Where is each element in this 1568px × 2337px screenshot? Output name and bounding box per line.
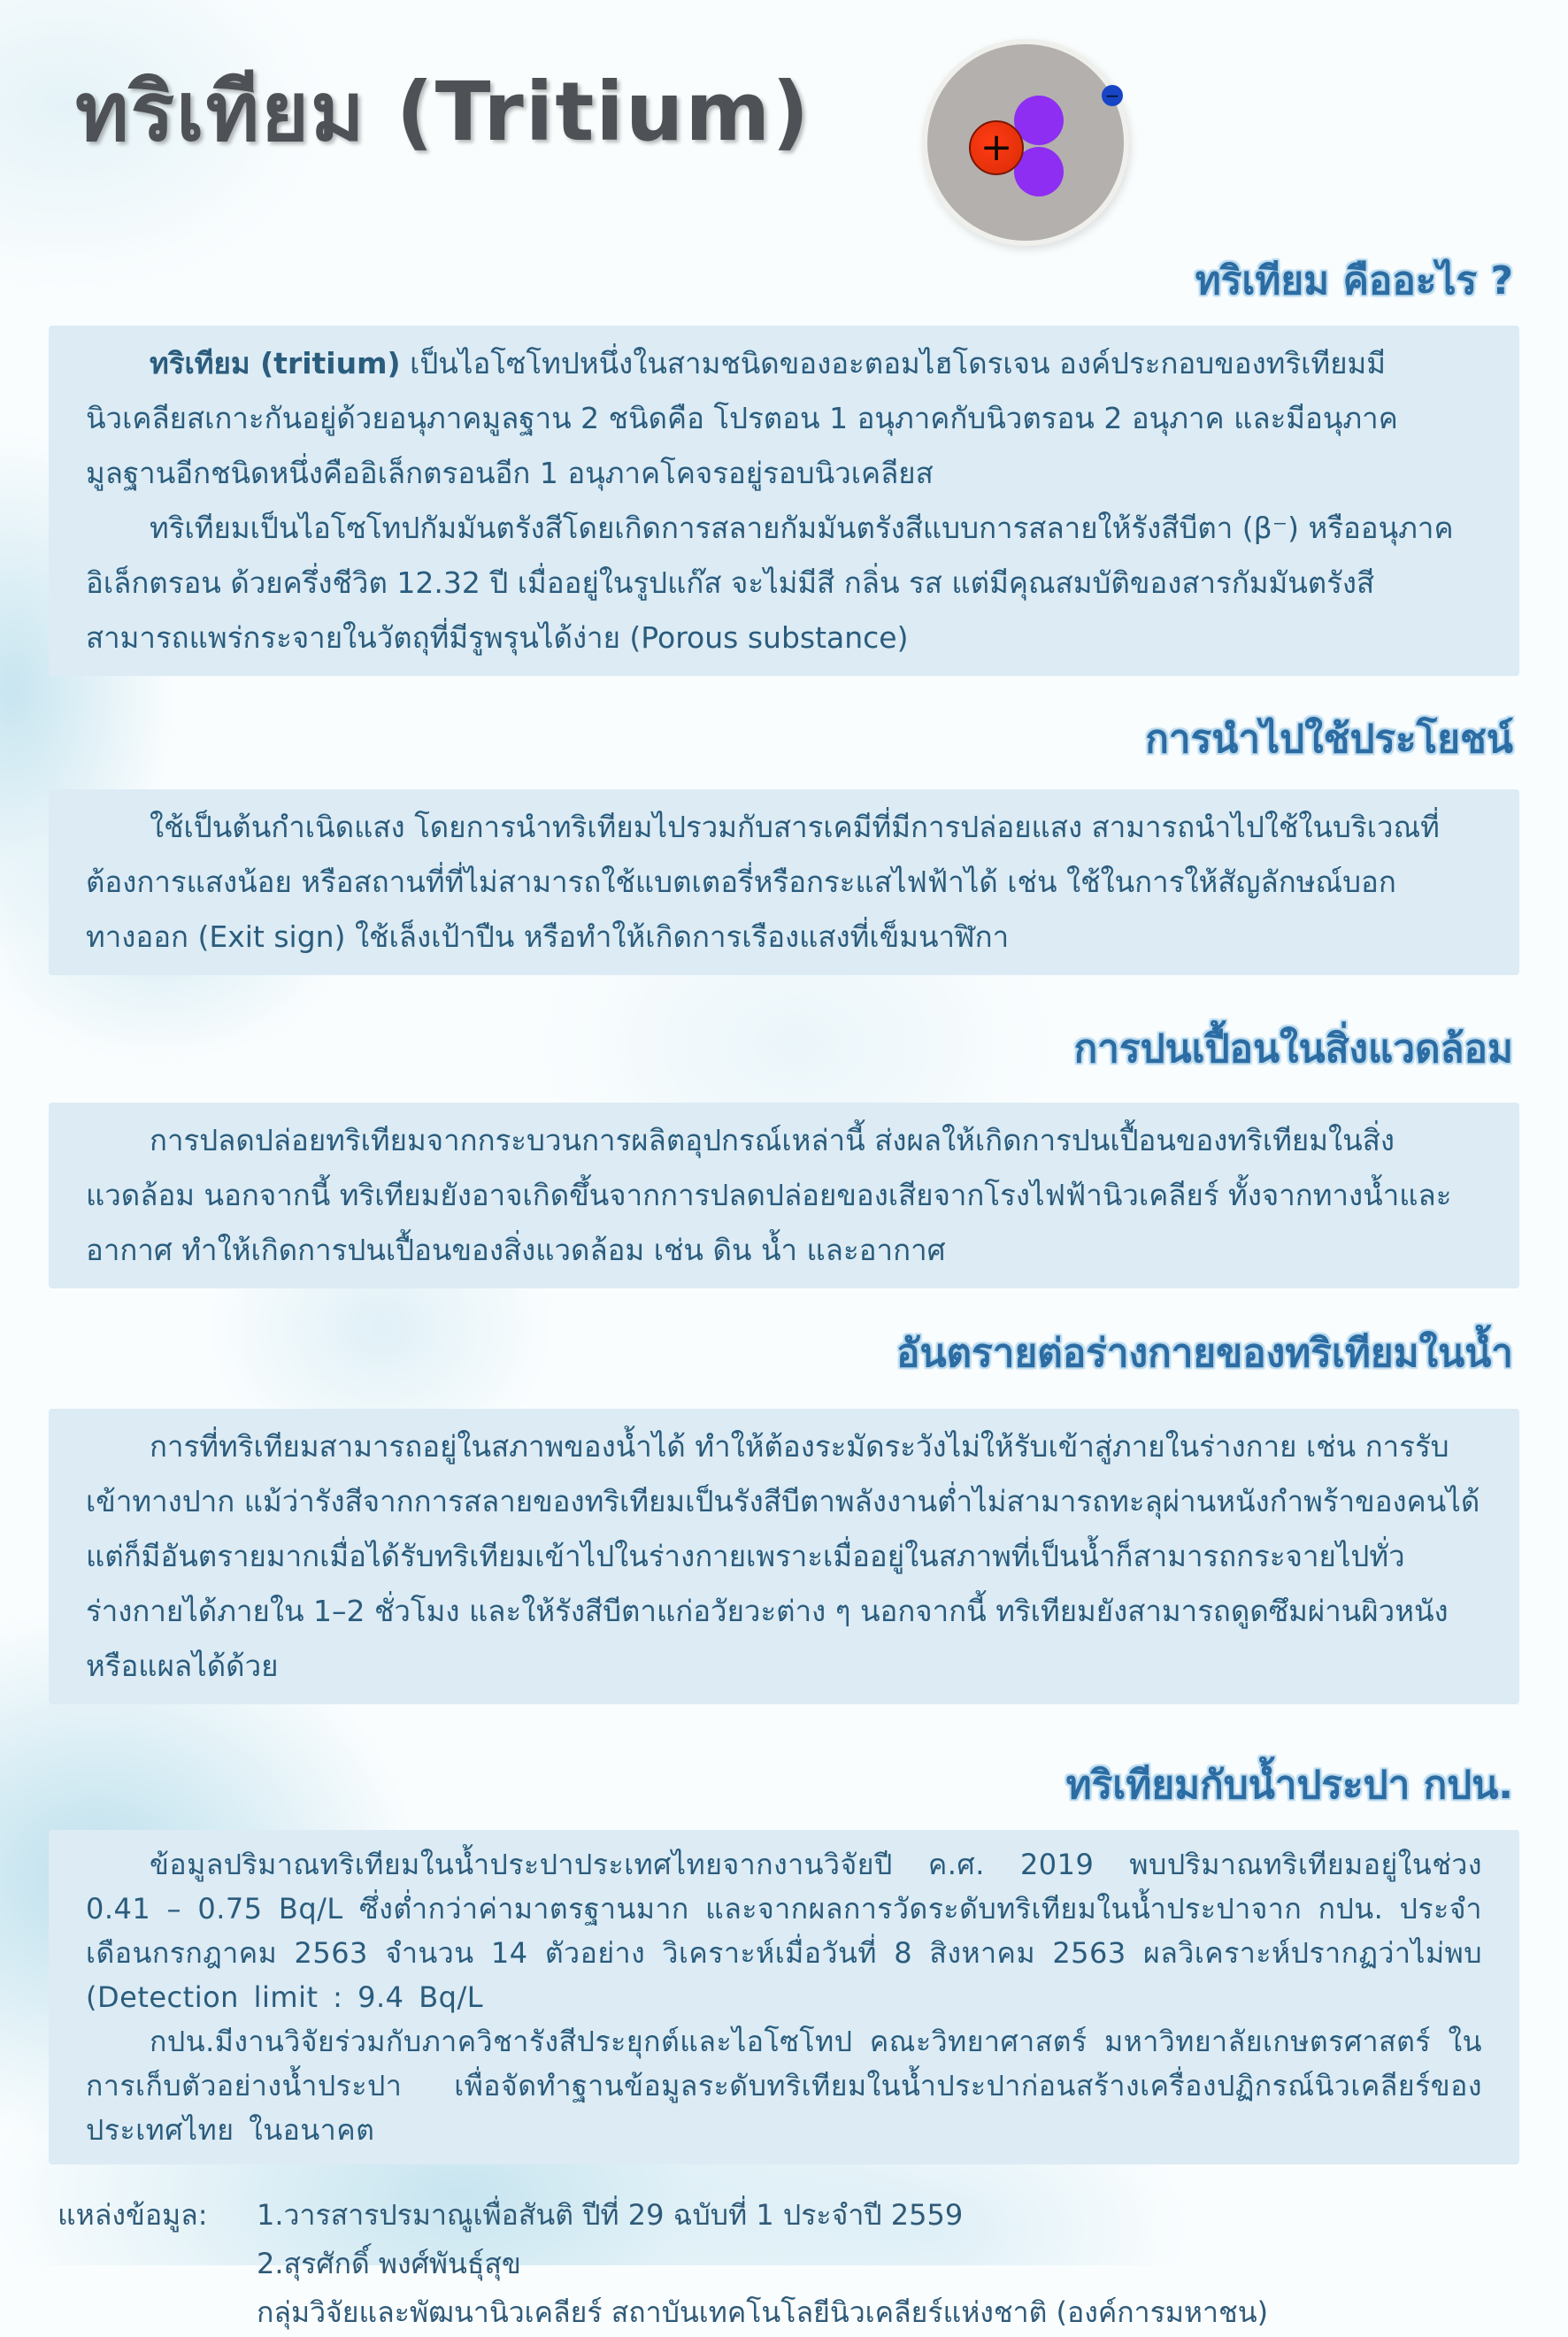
section-heading-danger-in-water: อันตรายต่อร่างกายของทริเทียมในน้ำ [896,1331,1513,1376]
source-item: กลุ่มวิจัยและพัฒนานิวเคลียร์ สถาบันเทคโนโลยีนิวเคลียร์แห่งชาติ (องค์การมหาชน) [257,2295,1269,2329]
section-heading-environmental-contamination: การปนเปื้อนในสิ่งแวดล้อม [1073,1026,1513,1072]
section-heading-applications: การนำไปใช้ประโยชน์ [1145,717,1513,762]
paragraph: กปน.มีงานวิจัยร่วมกับภาควิชารังสีประยุกต์และไอโซโทป คณะวิทยาศาสตร์ มหาวิทยาลัยเกษตรศาสตร์ ในการเก็บตัวอย่างน้ำประปา เพื่อจัดทำฐานข้อมูลระดับทริเทียมในน้ำประปาก่อนสร้างเครื่องปฏิกรณ์นิวเคลียร์ของประเทศไทย ในอนาคต [86,2025,1482,2147]
tritium-atom-icon [920,32,1141,248]
sources-section [58,2191,1519,2337]
page-title: ทริเทียม (Tritium) [75,65,811,159]
proton-circle [969,120,1024,175]
paragraph: การปลดปล่อยทริเทียมจากกระบวนการผลิตอุปกรณ์เหล่านี้ ส่งผลให้เกิดการปนเปื้อนของทริเทียมในสิ่งแวดล้อม นอกจากนี้ ทริเทียมยังอาจเกิดขึ้นจากการปลดปล่อยของเสียจากโรงไฟฟ้านิวเคลียร์ ทั้งจากทางน้ำและอากาศ ทำให้เกิดการปนเปื้อนของสิ่งแวดล้อม เช่น ดิน น้ำ และอากาศ [86,1123,1452,1267]
sources-label: แหล่งข้อมูล: [58,2198,208,2232]
section-heading-what-is-tritium: ทริเทียม คืออะไร ? [1195,258,1513,304]
header [0,0,1568,257]
paragraph: การที่ทริเทียมสามารถอยู่ในสภาพของน้ำได้ ทำให้ต้องระมัดระวังไม่ให้รับเข้าสู่ภายในร่างกาย เช่น การรับเข้าทางปาก แม้ว่ารังสีจากการสลายของทริเทียมเป็นรังสีบีตาพลังงานต่ำไม่สามารถทะลุผ่านหนังกำพร้าของคนได้ แต่ก็มีอันตรายมากเมื่อได้รับทริเทียมเข้าไปในร่างกายเพราะเมื่ออยู่ในสภาพที่เป็นน้ำก็สามารถกระจายไปทั่วร่างกายได้ภายใน 1–2 ชั่วโมง และให้รังสีบีตาแก่อวัยวะต่าง ๆ นอกจากนี้ ทริเทียมยังสามารถดูดซึมผ่านผิวหนังหรือแผลได้ด้วย [86,1429,1480,1683]
section-heading-tritium-tap-water: ทริเทียมกับน้ำประปา กปน. [1065,1763,1513,1808]
source-item: 2.สุรศักดิ์ พงศ์พันธุ์สุข [257,2247,521,2280]
paragraph: ทริเทียมเป็นไอโซโทปกัมมันตรังสีโดยเกิดการสลายกัมมันตรังสีแบบการสลายให้รังสีบีตา (β⁻) หรืออนุภาคอิเล็กตรอน ด้วยครึ่งชีวิต 12.32 ปี เมื่ออยู่ในรูปแก๊ส จะไม่มีสี กลิ่น รส แต่มีคุณสมบัติของสารกัมมันตรังสี สามารถแพร่กระจายในวัตถุที่มีรูพรุนได้ง่าย (Porous substance) [86,511,1454,655]
paragraph: ใช้เป็นต้นกำเนิดแสง โดยการนำทริเทียมไปรวมกับสารเคมีที่มีการปล่อยแสง สามารถนำไปใช้ในบริเวณที่ต้องการแสงน้อย หรือสถานที่ที่ไม่สามารถใช้แบตเตอรี่หรือกระแสไฟฟ้าได้ เช่น ใช้ในการให้สัญลักษณ์บอกทางออก (Exit sign) ใช้เล็งเป้าปืน หรือทำให้เกิดการเรืองแสงที่เข็มนาฬิกา [86,810,1440,954]
sources-list [257,2191,1519,2337]
proton-plus-label: + [980,125,1013,170]
lead-term: ทริเทียม (tritium) [150,346,401,381]
source-item: 1.วารสารปรมาณูเพื่อสันติ ปีที่ 29 ฉบับที่ 1 ประจำปี 2559 [257,2198,964,2232]
section-body-danger-in-water [49,1409,1519,1704]
electron-circle [1102,85,1123,106]
paragraph-text: เป็นไอโซโทปหนึ่งในสามชนิดของอะตอมไฮโดรเจน องค์ประกอบของทริเทียมมีนิวเคลียสเกาะกันอยู่ด้วยอนุภาคมูลฐาน 2 ชนิดคือ โปรตอน 1 อนุภาคกับนิวตรอน 2 อนุภาค และมีอนุภาคมูลฐานอีกชนิดหนึ่งคืออิเล็กตรอนอีก 1 อนุภาคโคจรอยู่รอบนิวเคลียส [86,346,1398,490]
atom-shell-circle [922,39,1129,246]
section-body-what-is-tritium [49,326,1519,676]
electron-minus-label: − [1104,85,1120,106]
section-body-tritium-tap-water [49,1830,1519,2164]
section-body-applications [49,789,1519,975]
paragraph: ข้อมูลปริมาณทริเทียมในน้ำประปาประเทศไทยจากงานวิจัยปี ค.ศ. 2019 พบปริมาณทริเทียมอยู่ในช่วง 0.41 – 0.75 Bq/L ซึ่งต่ำกว่าค่ามาตรฐานมาก และจากผลการวัดระดับทริเทียมในน้ำประปาจาก กปน. ประจำเดือนกรกฎาคม 2563 จำนวน 14 ตัวอย่าง วิเคราะห์เมื่อวันที่ 8 สิงหาคม 2563 ผลวิเคราะห์ปรากฏว่าไม่พบ (Detection limit : 9.4 Bq/L [86,1848,1482,2014]
paragraph [86,336,1482,501]
section-body-environmental-contamination [49,1103,1519,1288]
